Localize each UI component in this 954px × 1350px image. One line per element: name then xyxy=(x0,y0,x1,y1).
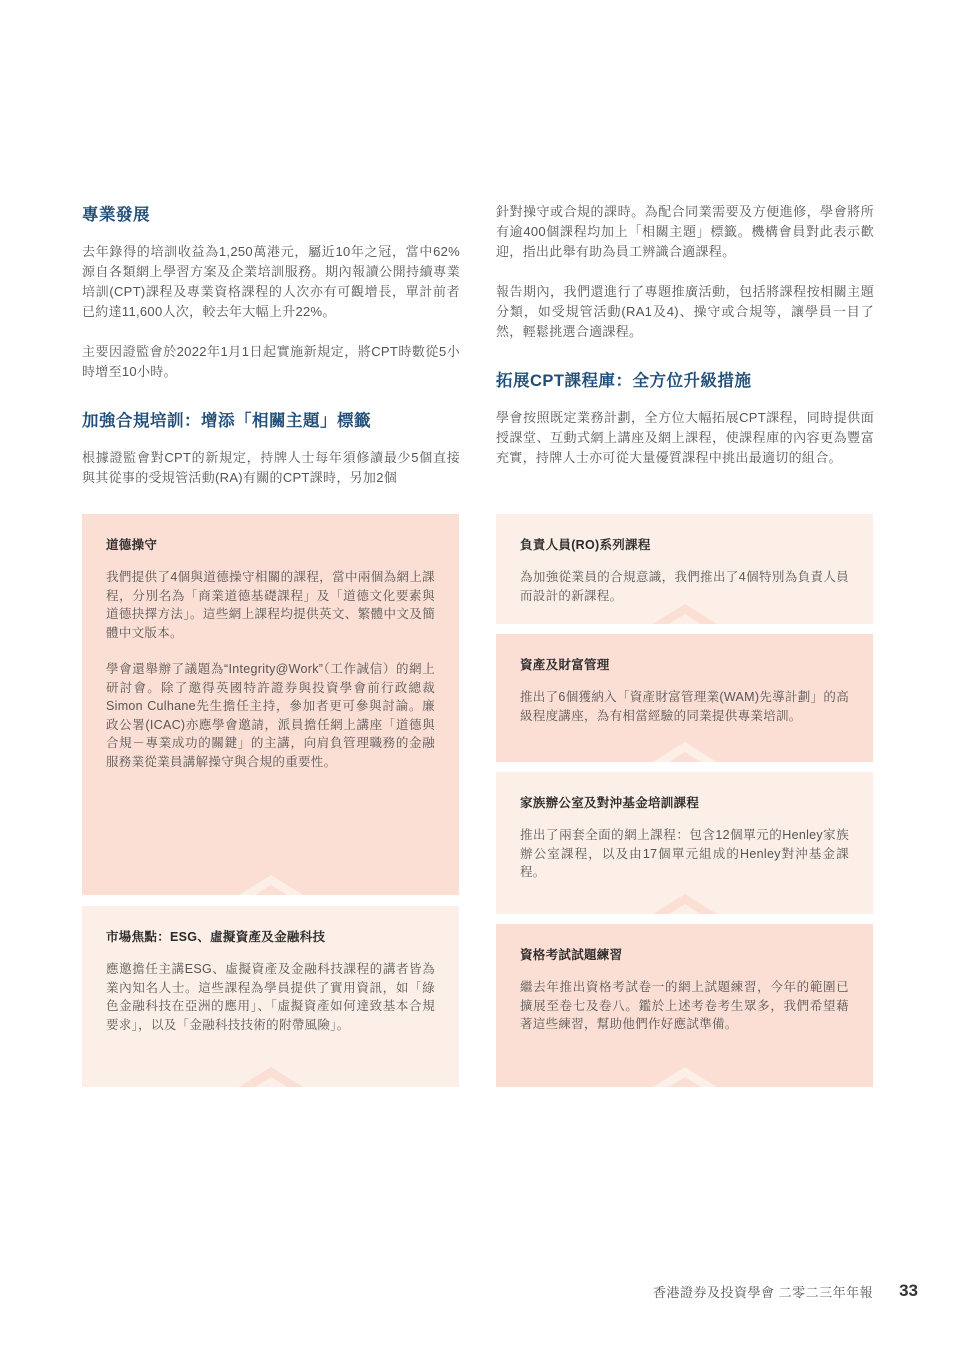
box-paragraph: 學會還舉辦了議題為“Integrity@Work”（工作誠信）的網上研討會。除了邀得英國特許證券與投資學會前行政總裁Simon Culhane先生擔任主持，參加者更可參與討論。廉政公署(ICAC)亦應學會邀請，派員擔任網上講座「道德與合規－專業成功的關鍵」的主講，向肩負管理職務的金融服務業從業員講解操守與合規的重要性。 xyxy=(106,662,435,769)
section-heading-compliance-training: 加強合規培訓：增添「相關主題」標籤 xyxy=(82,412,371,430)
box-title: 道德操守 xyxy=(106,538,158,552)
box-paragraph: 我們提供了4個與道德操守相關的課程，當中兩個為網上課程，分別名為「商業道德基礎課程」及「道德文化要素與道德抉擇方法」。這些網上課程均提供英文、繁體中文及簡體中文版本。 xyxy=(106,570,435,640)
box-paragraph: 繼去年推出資格考試卷一的網上試題練習，今年的範圍已擴展至卷七及卷八。鑑於上述考卷考生眾多，我們希望藉著這些練習，幫助他們作好應試準備。 xyxy=(520,980,849,1031)
info-box-ethics xyxy=(82,514,459,895)
info-box-wealth-management xyxy=(496,634,873,762)
section-heading-cpt-expansion: 拓展CPT課程庫：全方位升級措施 xyxy=(496,372,752,390)
paragraph: 主要因證監會於2022年1月1日起實施新規定，將CPT時數從5小時增至10小時。 xyxy=(82,344,460,379)
info-box-market-focus xyxy=(82,906,459,1087)
page-footer xyxy=(653,1281,918,1301)
box-paragraph: 為加強從業員的合規意識，我們推出了4個特別為負責人員而設計的新課程。 xyxy=(520,570,849,603)
info-box-exam-practice xyxy=(496,924,873,1087)
box-paragraph: 應邀擔任主講ESG、虛擬資產及金融科技課程的講者皆為業內知名人士。這些課程為學員提供了實用資訊，如「綠色金融科技在亞洲的應用」、「虛擬資產如何達致基本合規要求」，以及「金融科技技術的附帶風險」。 xyxy=(106,962,435,1032)
box-title: 資格考試試題練習 xyxy=(520,948,623,962)
box-paragraph: 推出了兩套全面的網上課程：包含12個單元的Henley家族辦公室課程，以及由17個單元組成的Henley對沖基金課程。 xyxy=(520,828,849,879)
section-heading-professional-development: 專業發展 xyxy=(82,206,150,224)
box-title: 市場焦點：ESG、虛擬資產及金融科技 xyxy=(106,930,326,944)
box-paragraph: 推出了6個獲納入「資產財富管理業(WAM)先導計劃」的高級程度講座，為有相當經驗的同業提供專業培訓。 xyxy=(520,690,849,723)
paragraph: 去年錄得的培訓收益為1,250萬港元，屬近10年之冠，當中62%源自各類網上學習方案及企業培訓服務。期內報讀公開持續專業培訓(CPT)課程及專業資格課程的人次亦有可觀增長，單計前者已約達11,600人次，較去年大幅上升22%。 xyxy=(82,244,460,319)
page-number: 33 xyxy=(899,1281,918,1300)
publication-title: 香港證券及投資學會 二零二三年年報 xyxy=(652,1284,874,1300)
box-title: 資產及財富管理 xyxy=(520,658,610,672)
paragraph: 針對操守或合規的課時。為配合同業需要及方便進修，學會將所有逾400個課程均加上「相關主題」標籤。機構會員對此表示歡迎，指出此舉有助為員工辨識合適課程。 xyxy=(496,204,874,259)
box-title: 負責人員(RO)系列課程 xyxy=(520,538,651,552)
chevron-up-icon xyxy=(239,1065,303,1087)
chevron-up-icon xyxy=(653,892,717,914)
chevron-up-icon xyxy=(653,602,717,624)
box-title: 家族辦公室及對沖基金培訓課程 xyxy=(520,796,700,810)
paragraph: 報告期內，我們還進行了專題推廣活動，包括將課程按相關主題分類，如受規管活動(RA1及4)、操守或合規等，讓學員一目了然，輕鬆挑選合適課程。 xyxy=(496,284,874,339)
chevron-up-icon xyxy=(653,740,717,762)
info-box-family-office xyxy=(496,772,873,914)
chevron-up-icon xyxy=(653,1065,717,1087)
paragraph: 學會按照既定業務計劃，全方位大幅拓展CPT課程，同時提供面授課堂、互動式網上講座及網上課程，使課程庫的內容更為豐富充實，持牌人士亦可從大量優質課程中挑出最適切的組合。 xyxy=(496,410,874,465)
left-column xyxy=(82,204,460,488)
chevron-up-icon xyxy=(239,873,303,895)
paragraph: 根據證監會對CPT的新規定，持牌人士每年須修讀最少5個直接與其從事的受規管活動(RA)有關的CPT課時，另加2個 xyxy=(82,450,460,485)
info-box-responsible-officer xyxy=(496,514,873,624)
right-column xyxy=(496,202,874,468)
